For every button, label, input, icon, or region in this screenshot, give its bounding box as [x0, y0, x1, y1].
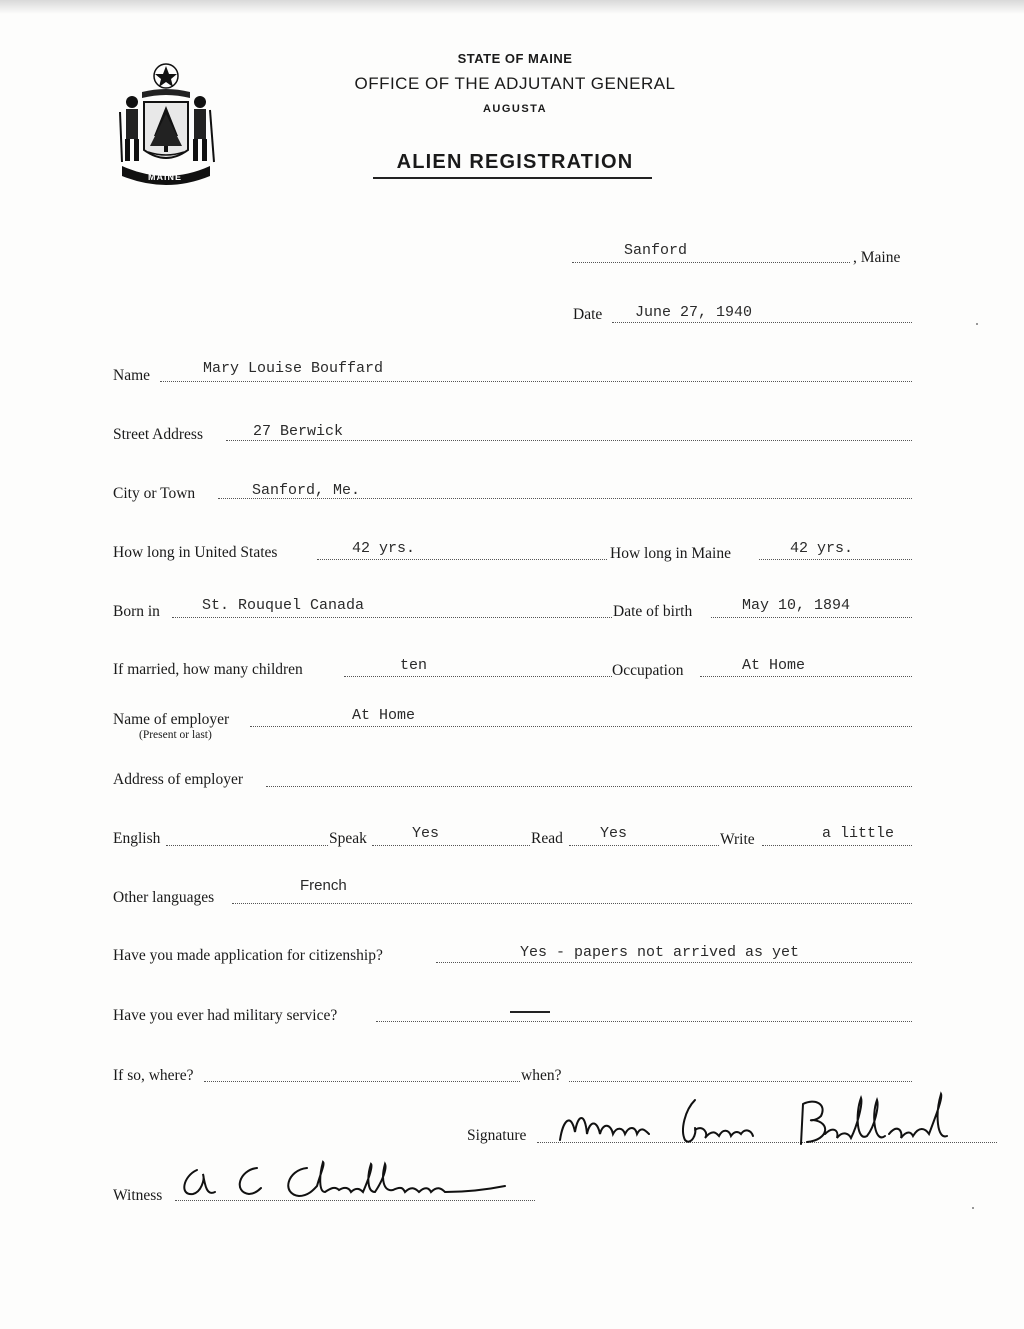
speak-value: Yes	[412, 825, 440, 842]
place-suffix: , Maine	[853, 249, 901, 266]
dob-label: Date of birth	[613, 603, 693, 620]
employer-line	[250, 726, 912, 727]
name-label: Name	[113, 367, 151, 384]
other-languages-value: French	[300, 877, 347, 894]
read-value: Yes	[600, 825, 628, 842]
write-label: Write	[720, 831, 755, 848]
name-value: Mary Louise Bouffard	[203, 360, 384, 377]
where-label: If so, where?	[113, 1067, 194, 1084]
scan-speck	[972, 1207, 974, 1209]
occupation-label: Occupation	[612, 662, 684, 679]
years-maine-line	[759, 559, 912, 560]
where-line	[204, 1081, 520, 1082]
years-us-label: How long in United States	[113, 544, 278, 561]
employer-sublabel: (Present or last)	[139, 729, 212, 741]
when-label: when?	[521, 1067, 562, 1084]
write-line	[762, 845, 912, 846]
citizenship-label: Have you made application for citizenship?	[113, 947, 383, 964]
other-languages-label: Other languages	[113, 889, 215, 906]
street-line	[226, 440, 912, 441]
state-heading: STATE OF MAINE	[457, 51, 573, 66]
born-in-label: Born in	[113, 603, 160, 620]
read-label: Read	[531, 830, 563, 847]
city-heading: AUGUSTA	[482, 103, 548, 115]
date-value: June 27, 1940	[635, 304, 753, 321]
children-value: ten	[400, 657, 428, 674]
occupation-line	[700, 676, 912, 677]
years-us-value: 42 yrs.	[352, 540, 416, 557]
years-maine-label: How long in Maine	[610, 545, 731, 562]
date-label: Date	[573, 306, 603, 323]
scan-speck	[976, 323, 978, 325]
english-line	[166, 845, 328, 846]
name-line	[160, 381, 912, 382]
dob-line	[711, 617, 912, 618]
military-line	[376, 1021, 912, 1022]
employer-value: At Home	[352, 707, 416, 724]
years-maine-value: 42 yrs.	[790, 540, 854, 557]
when-line	[569, 1081, 912, 1082]
employer-label: Name of employer	[113, 711, 230, 728]
signature-handwriting	[545, 1090, 1015, 1160]
read-line	[569, 845, 719, 846]
signature-label: Signature	[467, 1127, 527, 1144]
military-label: Have you ever had military service?	[113, 1007, 338, 1024]
street-value: 27 Berwick	[253, 423, 344, 440]
speak-line	[372, 845, 530, 846]
witness-handwriting	[175, 1158, 525, 1208]
born-in-line	[172, 617, 612, 618]
citizenship-line	[436, 962, 912, 963]
scan-edge-shadow	[0, 0, 1024, 14]
occupation-value: At Home	[742, 657, 806, 674]
children-label: If married, how many children	[113, 661, 303, 678]
form-title: ALIEN REGISTRATION	[396, 151, 634, 173]
children-line	[344, 676, 612, 677]
citizenship-value: Yes - papers not arrived as yet	[520, 944, 800, 961]
place-line	[572, 262, 850, 263]
city-value: Sanford, Me.	[252, 482, 361, 499]
english-label: English	[113, 830, 161, 847]
city-label: City or Town	[113, 485, 196, 502]
dob-value: May 10, 1894	[742, 597, 851, 614]
street-label: Street Address	[113, 426, 203, 443]
place-value: Sanford	[624, 242, 688, 259]
speak-label: Speak	[329, 830, 367, 847]
office-heading: OFFICE OF THE ADJUTANT GENERAL	[354, 74, 676, 93]
witness-label: Witness	[113, 1187, 163, 1204]
born-in-value: St. Rouquel Canada	[202, 597, 365, 614]
write-value: a little	[822, 825, 895, 842]
other-languages-line	[232, 903, 912, 904]
employer-address-line	[266, 786, 912, 787]
title-underline	[373, 177, 652, 179]
seal-motto-text: MAINE	[148, 172, 182, 182]
years-us-line	[317, 559, 607, 560]
date-line	[612, 322, 912, 323]
military-dash-mark	[510, 1011, 550, 1013]
employer-address-label: Address of employer	[113, 771, 243, 788]
